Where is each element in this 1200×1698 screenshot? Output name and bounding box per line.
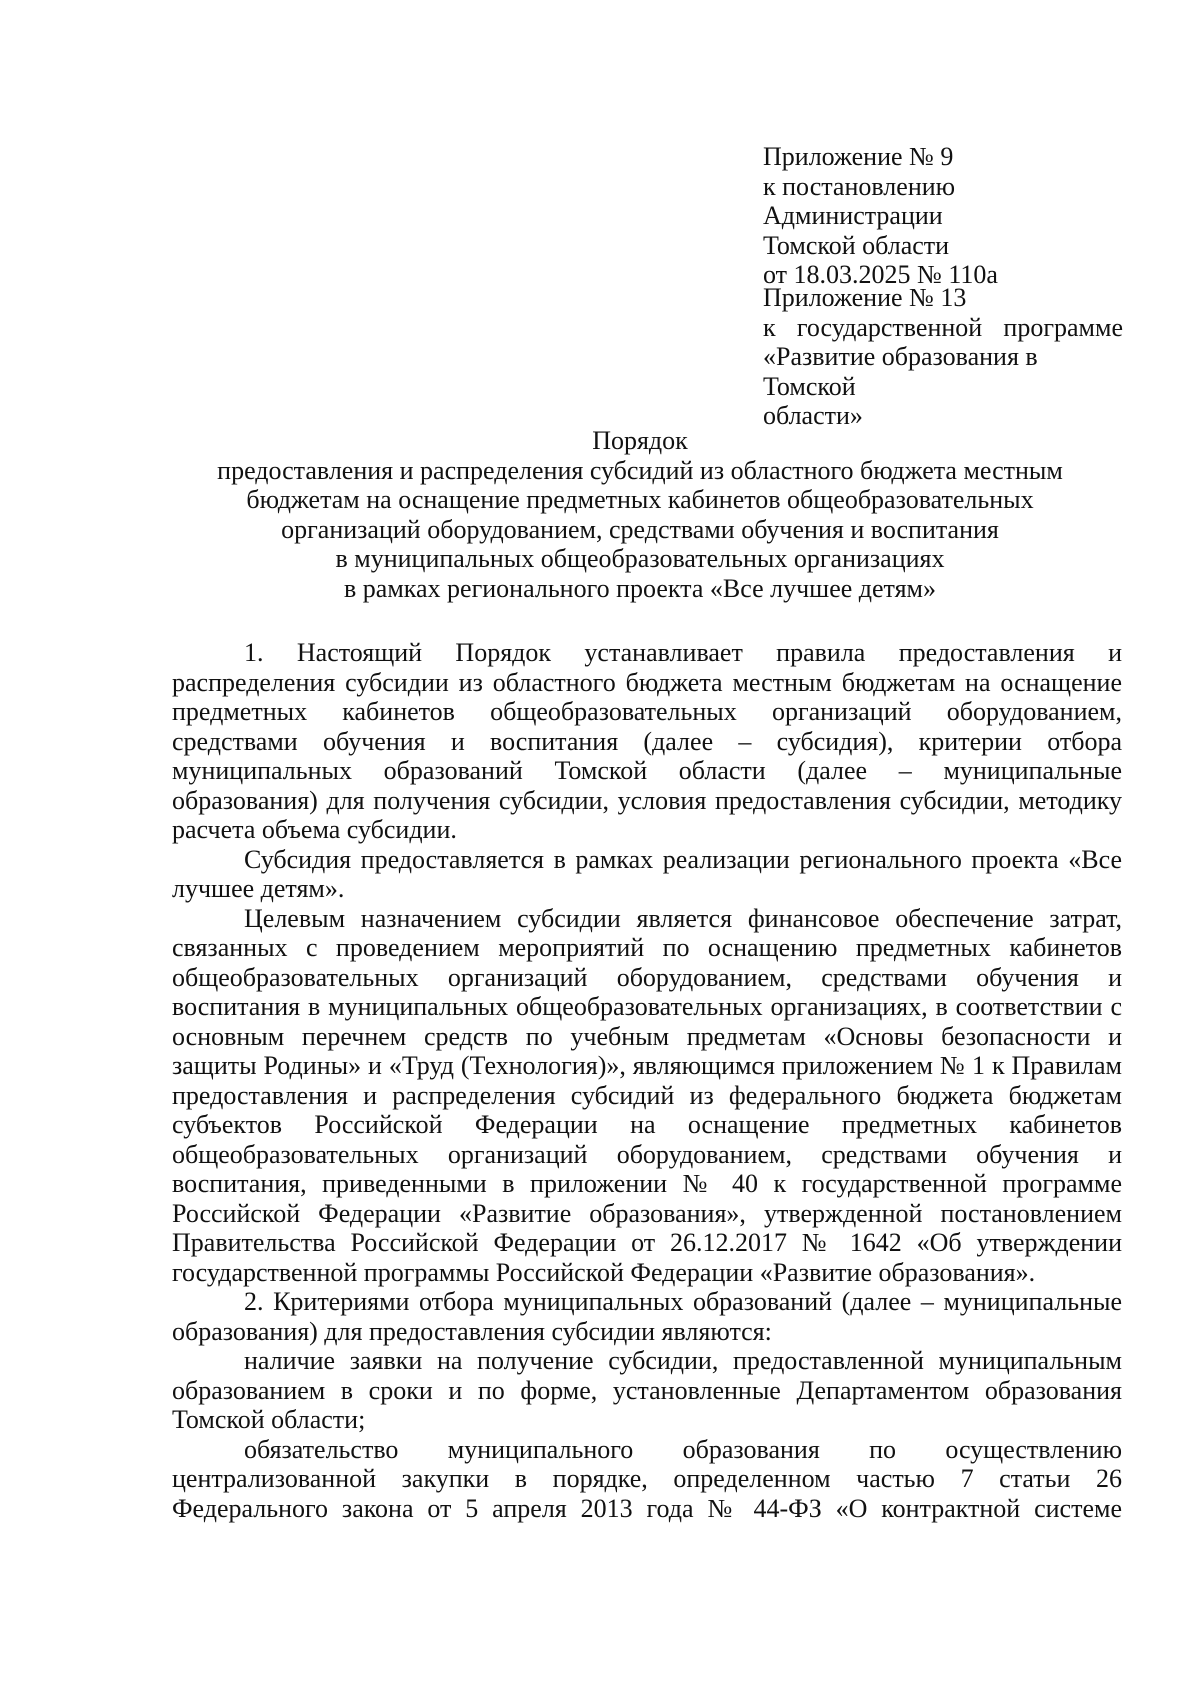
title-line: предоставления и распределения субсидий из областного бюджета местным: [217, 455, 1063, 485]
paragraph: Целевым назначением субсидии является финансовое обеспечение затрат, связанных с проведением мероприятий по оснащению предметных кабинетов общеобразовательных организаций оборудованием, средствами обучения и воспитания в муниципальных общеобразовательных организациях, в соответствии с основным перечнем средств по учебным предметам «Основы безопасности и защиты Родины» и «Труд (Технология)», являющимся приложением № 1 к Правилам предоставления и распределения субсидий из федерального бюджета бюджетам субъектов Российской Федерации на оснащение предметных кабинетов общеобразовательных организаций оборудованием, средствами обучения и воспитания, приведенными в приложении № 40 к государственной программе Российской Федерации «Развитие образования», утвержденной постановлением Правительства Российской Федерации от 26.12.2017 № 1642 «Об утверждении государственной программы Российской Федерации «Развитие образования».: [172, 903, 1122, 1287]
title-line: в муниципальных общеобразовательных организациях: [335, 544, 945, 573]
paragraph: Субсидия предоставляется в рамках реализации регионального проекта «Все лучшее детям».: [172, 844, 1122, 903]
title-heading: Порядок: [592, 426, 688, 455]
annex-number: Приложение № 13: [763, 283, 967, 312]
title-line: организаций оборудованием, средствами обучения и воспитания: [281, 514, 999, 544]
document-title: [160, 426, 1120, 603]
annex-number: Приложение № 9: [763, 142, 954, 171]
paragraph: 2. Критериями отбора муниципальных образований (далее – муниципальные образования) для предоставления субсидии являются:: [172, 1287, 1122, 1346]
annex-program-header: [763, 283, 1123, 431]
annex-program-name-cont: области»: [763, 401, 863, 430]
document-body: [172, 638, 1122, 1523]
paragraph: 1. Настоящий Порядок устанавливает правила предоставления и распределения субсидии из областного бюджета местным бюджетам на оснащение предметных кабинетов общеобразовательных организаций оборудованием, средствами обучения и воспитания (далее – субсидия), критерии отбора муниципальных образований Томской области (далее – муниципальные образования) для получения субсидии, условия предоставления субсидии, методику расчета объема субсидии.: [172, 638, 1122, 844]
annex-date: от 18.03.2025 № 110а: [763, 260, 998, 289]
annex-program-name: «Развитие образования в Томской: [763, 342, 1038, 401]
paragraph: наличие заявки на получение субсидии, предоставленной муниципальным образованием в сроки и по форме, установленные Департаментом образования Томской области;: [172, 1346, 1122, 1434]
annex-reference: к постановлению Администрации: [763, 171, 956, 230]
annex-region: Томской области: [763, 230, 950, 260]
annex-current-header: [763, 142, 1123, 290]
title-line: в рамках регионального проекта «Все лучшее детям»: [344, 573, 936, 603]
annex-reference: к государственной программе: [763, 312, 1123, 342]
paragraph: обязательство муниципального образования по осуществлению централизованной закупки в порядке, определенном частью 7 статьи 26 Федерального закона от 5 апреля 2013 года № 44-ФЗ «О контрактной системе: [172, 1434, 1122, 1523]
title-line: бюджетам на оснащение предметных кабинетов общеобразовательных: [246, 485, 1034, 514]
